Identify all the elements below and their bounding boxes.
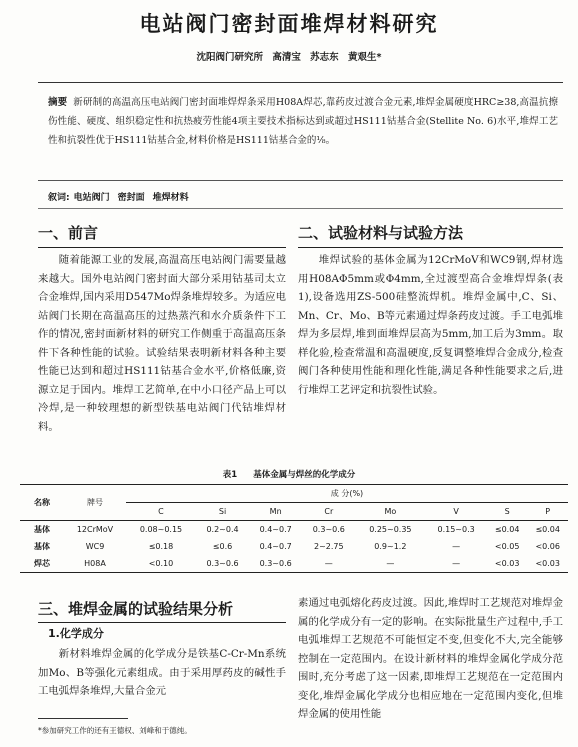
composition-table [20,484,568,573]
table-row [20,555,568,573]
column-header: P [527,503,568,521]
table-cell: 基体 [34,542,50,551]
author-line: 沈阳阀门研究所 高清宝 苏志东 黄艰生* [196,52,382,63]
column-header: S [487,503,528,521]
section-heading-intro: 一、前言 [38,222,286,248]
table-cell: <0.03 [487,555,528,573]
keyword: 密封面 [117,193,145,203]
section-body-results-continued [298,594,563,724]
abstract [48,93,558,150]
table-cell: ≤0.04 [535,525,560,534]
table-cell: 0.9~1.2 [374,542,407,551]
divider [38,208,563,209]
table-cell: — [452,542,461,551]
table-cell: WC9 [85,542,105,551]
section-body-materials [298,251,563,399]
abstract-text: 新研制的高温高压电站阀门密封面堆焊焊条采用H08A焊芯,靠药皮过渡合金元素,堆焊金属硬度HRC≥38,高温抗擦伤性能、硬度、组织稳定性和抗热疲劳性能4项主要技术指标达到或超过HS111钴基合金(Stellite No. 6)水平,堆焊工艺性和抗裂性优于HS111钴基合金,材料价格是HS111钴基合金的⅛。 [48,97,558,146]
table-cell: — [302,555,355,573]
table-cell: 0.3~0.6 [312,525,345,534]
divider [38,180,563,181]
subsection-heading: 1.化学成分 [48,627,104,640]
column-header: 名称 [20,485,64,521]
table-cell: 2~2.75 [314,542,344,551]
section-heading-materials: 二、试验材料与试验方法 [298,222,563,248]
column-header: C [126,503,196,521]
keyword: 电站阀门 [73,193,110,203]
keyword: 堆焊材料 [152,193,189,203]
table-cell: 0.15~0.3 [437,525,475,534]
section-heading-results: 三、堆焊金属的试验结果分析 [38,598,286,623]
column-header: Mo [355,503,425,521]
section-body-results [38,645,286,701]
table-number: 表1 [222,470,238,480]
table-cell: <0.10 [126,555,196,573]
table-cell: 0.4~0.7 [259,525,292,534]
divider [38,82,563,83]
table-cell: <0.03 [527,555,568,573]
table-cell: 0.3~0.6 [249,555,302,573]
table-cell: — [425,555,487,573]
table-cell: <0.05 [494,542,520,551]
column-header: Si [196,503,249,521]
table-cell: ≤0.6 [212,542,233,551]
table-cell: 0.4~0.7 [259,542,292,551]
footnote-divider [38,718,128,719]
section-body-intro [38,251,286,436]
column-header: 牌号 [64,485,126,521]
table-cell: H08A [64,555,126,573]
paragraph: 新材料堆焊金属的化学成分是铁基C-Cr-Mn系统加Mo、B等强化元素组成。由于采用厚药皮的碱性手工电弧焊条堆焊,大量合金元 [38,648,286,697]
table-cell: 0.2~0.4 [206,525,239,534]
table-cell: ≤0.04 [494,525,520,534]
abstract-label: 摘要 [48,97,68,108]
table-caption [0,468,578,480]
keywords-label: 叙词: [48,193,70,203]
paper-title: 电站阀门密封面堆焊材料研究 [139,11,439,36]
column-group-header: 成 分(%) [126,485,568,503]
table-cell: 0.3~0.6 [196,555,249,573]
column-header: Mn [249,503,302,521]
table-title: 基体金属与焊丝的化学成分 [253,470,356,480]
column-header: Cr [302,503,355,521]
table-cell: 焊芯 [20,555,64,573]
table-row [20,521,568,539]
footnote: *参加研究工作的还有王德权、刘峰和于德纯。 [38,726,192,735]
paragraph: 素通过电弧熔化药皮过渡。因此,堆焊时工艺规范对堆焊金属的化学成分有一定的影响。在实际批量生产过程中,手工电弧堆焊工艺规范不可能恒定不变,但变化不大,完全能够控制在一定范围内。在设计新材料的堆焊金属化学成分范围时,充分考虑了这一因素,即堆焊工艺规范在一定范围内变化,堆焊金属化学成分也相应地在一定范围内变化,但堆焊金属的使用性能 [298,597,563,720]
table-cell: 0.25~0.35 [369,525,412,534]
table-cell: — [355,555,425,573]
table-cell: <0.06 [535,542,560,551]
keywords [48,190,197,203]
column-header: V [425,503,487,521]
paragraph: 堆焊试验的基体金属为12CrMoV和WC9钢,焊材选用H08AΦ5mm或Φ4mm,全过渡型高合金堆焊焊条(表1),设备选用ZS-500硅整流焊机。堆焊金属中,C、Si、Mn、Cr、Mo、B等元素通过焊条药皮过渡。手工电弧堆焊为多层焊,堆到面堆焊层高为5mm,加工后为3mm。取样化验,检查常温和高温硬度,反复调整堆焊合金成分,检查阀门各种使用性能和理化性能,满足各种性能要求之后,进行堆焊工艺评定和抗裂性试验。 [298,254,563,396]
table-row [20,538,568,555]
paragraph: 随着能源工业的发展,高温高压电站阀门需要量越来越大。国外电站阀门密封面大部分采用钴基司太立合金堆焊,国内采用D547Mo焊条堆焊较多。为适应电站阀门长期在高温高压的过热蒸汽和水介质条件下工作的情况,密封面新材料的研究工作侧重于高温高压条件下各种性能的试验。试验结果表明新材料各种主要性能已达到和超过HS111钴基合金水平,价格低廉,资源立足于国内。堆焊工艺简单,在中小口径产品上可以冷焊,是一种较理想的新型铁基电站阀门代钴堆焊材料。 [38,254,286,433]
table-cell: 基体 [34,525,50,534]
table-cell: ≤0.18 [148,542,174,551]
table-cell: 12CrMoV [76,525,114,534]
table-cell: 0.08~0.15 [139,525,183,534]
